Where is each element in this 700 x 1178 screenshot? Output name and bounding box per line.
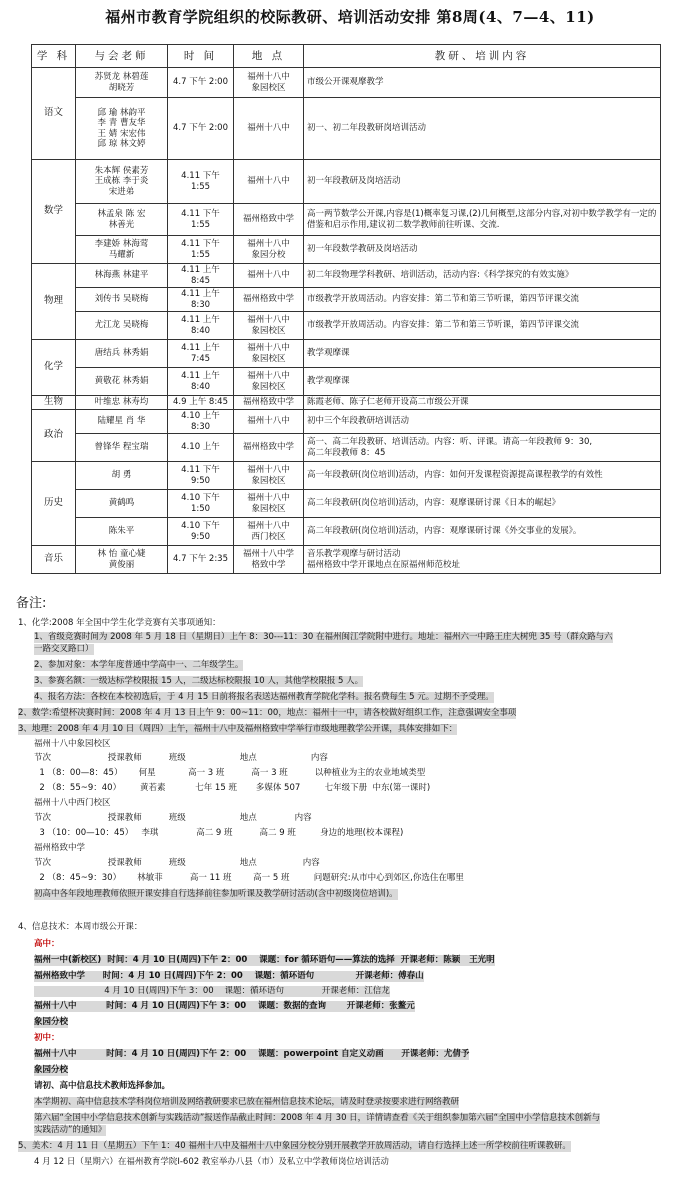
- note-line: 4 月 12 日（星期六）在福州教育学院Ⅰ-602 教室举办八县（市）及私立中学教师岗位培训活动: [34, 1157, 389, 1167]
- cell-content: 初二年段物理学科教研、培训活动，活动内容:《科学探究的有效实施》: [304, 264, 661, 288]
- header-teachers: 与会老师: [76, 45, 168, 68]
- note-line: 象园分校: [34, 1017, 69, 1027]
- cell-content: 音乐教学观摩与研讨活动 福州格致中学开课地点在原福州师范校址: [304, 546, 661, 574]
- cell-subject: 政治: [32, 410, 76, 462]
- table-row: [32, 204, 661, 236]
- note-line: 4、信息技术：本周市级公开课：: [18, 922, 143, 932]
- note-line: 福州十八中西门校区: [34, 798, 111, 808]
- cell-teachers: 李建娇 林海莺 马耀新: [76, 236, 168, 264]
- header-content: 教研、培训内容: [304, 45, 661, 68]
- table-row: [32, 68, 661, 98]
- note-line: 1、化学:2008 年全国中学生化学竞赛有关事项通知：: [18, 618, 221, 628]
- note-line: 初高中各年段地理教师依照开课安排自行选择前往参加听课及教学研讨活动(含中初级岗位培训)。: [34, 889, 398, 899]
- note-line: 2、参加对象：本学年度普通中学高中一、二年级学生。: [34, 660, 244, 670]
- note-line: 1、省级竞赛时间为 2008 年 5 月 18 日（星期日）上午 8：30---11：30 在福州闽江学院附中进行。地址：福州六一中路王庄大树兜 35 号（群众路与六: [34, 632, 613, 642]
- table-row: [32, 462, 661, 490]
- cell-subject: 物理: [32, 264, 76, 340]
- cell-content: 初一年段数学教研及岗培活动: [304, 236, 661, 264]
- cell-time: 4.11 上午 8:40: [168, 368, 234, 396]
- cell-teachers: 林孟泉 陈 宏 林善光: [76, 204, 168, 236]
- note-line: 3、参赛名额：一级达标学校限报 15 人，二级达标校限报 10 人，其他学校限报 5 人。: [34, 676, 364, 686]
- note-line: 福州格致中学 时间：4 月 10 日(周四)下午 2：00 课题：循环语句 开课老师：傅春山: [34, 971, 424, 981]
- schedule-table: [31, 44, 661, 574]
- cell-place: 福州十八中 象园校区: [234, 490, 304, 518]
- cell-teachers: 胡 勇: [76, 462, 168, 490]
- note-line: 3 （10：00—10：45） 李琪 高二 9 班 高二 9 班 身边的地理(校本课程): [34, 828, 404, 838]
- table-row: [32, 340, 661, 368]
- table-row: [32, 490, 661, 518]
- cell-content: 教学观摩课: [304, 368, 661, 396]
- cell-time: 4.10 下午 9:50: [168, 518, 234, 546]
- cell-time: 4.10 上午 8:30: [168, 410, 234, 434]
- cell-subject: 生物: [32, 396, 76, 410]
- table-row: [32, 288, 661, 312]
- note-line: 4 月 10 日(周四)下午 3：00 课题：循环语句 开课老师：江信龙: [34, 986, 390, 996]
- note-line: 初中：: [34, 1033, 60, 1043]
- cell-content: 高一年段教研(岗位培训)活动，内容：如何开发课程资源提高课程教学的有效性: [304, 462, 661, 490]
- cell-teachers: 曾锋华 程宝瑞: [76, 434, 168, 462]
- cell-subject: 音乐: [32, 546, 76, 574]
- table-header-row: [32, 45, 661, 68]
- cell-content: 教学观摩课: [304, 340, 661, 368]
- cell-place: 福州格致中学: [234, 396, 304, 410]
- cell-time: 4.10 上午: [168, 434, 234, 462]
- cell-teachers: 叶维忠 林寿均: [76, 396, 168, 410]
- note-line: 象园分校: [34, 1065, 69, 1075]
- cell-teachers: 苏贤龙 林碧莲 胡晓芳: [76, 68, 168, 98]
- note-line: 一路交叉路口）: [34, 644, 94, 654]
- cell-place: 福州十八中 象园校区: [234, 68, 304, 98]
- cell-place: 福州十八中: [234, 160, 304, 204]
- header-place: 地 点: [234, 45, 304, 68]
- note-line: 福州十八中 时间：4 月 10 日(周四)下午 3：00 课题：数据的查询 开课老师：张鳌元: [34, 1001, 415, 1011]
- note-line: 2 （8：55~9：40） 黄若素 七年 15 班 多媒体 507 七年级下册 中东(第一课时): [34, 783, 431, 793]
- table-row: [32, 236, 661, 264]
- cell-content: 初一年段教研及岗培活动: [304, 160, 661, 204]
- table-row: [32, 518, 661, 546]
- cell-place: 福州十八中 西门校区: [234, 518, 304, 546]
- cell-content: 陈霞老师、陈子仁老师开设高二市级公开课: [304, 396, 661, 410]
- cell-time: 4.11 下午 9:50: [168, 462, 234, 490]
- note-line: 2、数学:希望杯决赛时间：2008 年 4 月 13 日上午 9：00~11：00，地点：福州十一中，请各校做好组织工作，注意强调安全事项: [18, 708, 517, 718]
- note-line: 第六届“全国中小学信息技术创新与实践活动”报送作品截止时间：2008 年 4 月 30 日，详情请查看《关于组织参加第六届“全国中小学信息技术创新与: [34, 1113, 601, 1123]
- cell-teachers: 林海燕 林建平: [76, 264, 168, 288]
- note-line: 请初、高中信息技术教师选择参加。: [34, 1081, 171, 1091]
- cell-teachers: 陆耀星 肖 华: [76, 410, 168, 434]
- cell-place: 福州十八中 象园分校: [234, 236, 304, 264]
- table-row: [32, 312, 661, 340]
- notes-heading: 备注:: [16, 596, 47, 611]
- table-row: [32, 396, 661, 410]
- cell-place: 福州格致中学: [234, 288, 304, 312]
- note-line: 2 （8：45~9：30） 林敏菲 高一 11 班 高一 5 班 问题研究:从市中心到郊区,你选住在哪里: [34, 873, 464, 883]
- cell-time: 4.9 上午 8:45: [168, 396, 234, 410]
- cell-time: 4.11 下午 1:55: [168, 160, 234, 204]
- note-line: 福州十八中 时间：4 月 10 日(周四)下午 2：00 课题：powerpoint 自定义动画 开课老师：尤倩予: [34, 1049, 470, 1059]
- note-line: 高中：: [34, 939, 60, 949]
- cell-subject: 语文: [32, 68, 76, 160]
- cell-teachers: 尤江龙 吴晓梅: [76, 312, 168, 340]
- table-row: [32, 368, 661, 396]
- table-row: [32, 264, 661, 288]
- note-line: 福州一中(新校区) 时间：4 月 10 日(周四)下午 2：00 课题：for 循环语句——算法的选择 开课老师：陈颖 王光明: [34, 955, 495, 965]
- note-line: 福州十八中象园校区: [34, 739, 111, 749]
- page-title: 福州市教育学院组织的校际教研、培训活动安排 第8周(4、7—4、11): [105, 8, 595, 26]
- cell-place: 福州十八中 象园校区: [234, 340, 304, 368]
- cell-time: 4.11 上午 7:45: [168, 340, 234, 368]
- cell-place: 福州格致中学: [234, 434, 304, 462]
- cell-time: 4.11 下午 1:55: [168, 204, 234, 236]
- note-line: 本学期初、高中信息技术学科岗位培训及网络教研要求已放在福州信息技术论坛，请及时登录按要求进行网络教研: [34, 1097, 460, 1107]
- header-time: 时 间: [168, 45, 234, 68]
- cell-content: 市级公开课观摩教学: [304, 68, 661, 98]
- note-line: 4、报名方法：各校在本校初选后，于 4 月 15 日前将报名表送达福州教育学院化学科。报名费每生 5 元。过期不予受理。: [34, 692, 494, 702]
- schedule-body: [32, 68, 661, 574]
- cell-content: 高一两节数学公开课,内容是(1)概率复习课,(2)几何概型,这部分内容,对初中数学教学有一定的借鉴和启示作用,建议初二数学教师前往听课、交流.: [304, 204, 661, 236]
- cell-time: 4.11 上午 8:45: [168, 264, 234, 288]
- note-line: 5、美术：4 月 11 日（星期五）下午 1：40 福州十八中及福州十八中象园分校分别开展教学开放周活动，请自行选择上述一所学校前往听课教研。: [18, 1141, 571, 1151]
- cell-place: 福州十八中 象园校区: [234, 312, 304, 340]
- cell-teachers: 朱本辉 侯素芳 王成栋 李于炎 宋进弟: [76, 160, 168, 204]
- cell-place: 福州十八中 象园校区: [234, 368, 304, 396]
- cell-place: 福州格致中学: [234, 204, 304, 236]
- cell-teachers: 黄鹤鸣: [76, 490, 168, 518]
- note-line: 福州格致中学: [34, 843, 86, 853]
- cell-teachers: 唐结兵 林秀娟: [76, 340, 168, 368]
- cell-time: 4.11 下午 1:55: [168, 236, 234, 264]
- note-line: 实践活动”的通知》: [34, 1125, 107, 1135]
- cell-teachers: 林 怡 童心婕 黄俊丽: [76, 546, 168, 574]
- cell-teachers: 陈朱平: [76, 518, 168, 546]
- cell-place: 福州十八中学 格致中学: [234, 546, 304, 574]
- table-row: [32, 434, 661, 462]
- cell-time: 4.7 下午 2:00: [168, 98, 234, 160]
- table-row: [32, 546, 661, 574]
- cell-place: 福州十八中 象园校区: [234, 462, 304, 490]
- cell-place: 福州十八中: [234, 410, 304, 434]
- cell-subject: 数学: [32, 160, 76, 264]
- cell-time: 4.10 下午 1:50: [168, 490, 234, 518]
- cell-teachers: 刘传书 吴晓梅: [76, 288, 168, 312]
- note-line: 节次 授课教师 班级 地点 内容: [34, 813, 312, 823]
- cell-content: 市级教学开放周活动。内容安排：第二节和第三节听课，第四节评课交流: [304, 288, 661, 312]
- cell-subject: 化学: [32, 340, 76, 396]
- table-row: [32, 410, 661, 434]
- cell-teachers: 邱 瑜 林韵平 李 青 曹友华 王 婧 宋宏伟 邱 琼 林文婷: [76, 98, 168, 160]
- cell-content: 高二年段教研(岗位培训)活动，内容：观摩课研讨课《外交事业的发展》。: [304, 518, 661, 546]
- note-line: 1 （8：00—8：45） 何星 高一 3 班 高一 3 班 以种植业为主的农业地域类型: [34, 768, 426, 778]
- cell-time: 4.11 上午 8:30: [168, 288, 234, 312]
- cell-time: 4.7 下午 2:00: [168, 68, 234, 98]
- header-subject: 学 科: [32, 45, 76, 68]
- cell-time: 4.11 上午 8:40: [168, 312, 234, 340]
- note-line: 节次 授课教师 班级 地点 内容: [34, 753, 328, 763]
- cell-content: 初中三个年段教研培训活动: [304, 410, 661, 434]
- cell-place: 福州十八中: [234, 98, 304, 160]
- table-row: [32, 98, 661, 160]
- cell-time: 4.7 下午 2:35: [168, 546, 234, 574]
- cell-place: 福州十八中: [234, 264, 304, 288]
- cell-content: 初一、初二年段教研岗培训活动: [304, 98, 661, 160]
- note-line: 节次 授课教师 班级 地点 内容: [34, 858, 320, 868]
- cell-content: 高二年段教研(岗位培训)活动，内容：观摩课研讨课《日本的崛起》: [304, 490, 661, 518]
- cell-content: 市级教学开放周活动。内容安排：第二节和第三节听课，第四节评课交流: [304, 312, 661, 340]
- cell-teachers: 黄敬花 林秀娟: [76, 368, 168, 396]
- cell-subject: 历史: [32, 462, 76, 546]
- cell-content: 高一、高二年段教研、培训活动。内容：听、评课。请高一年段教师 9：30, 高二年段教师 8：45: [304, 434, 661, 462]
- note-line: 3、地理：2008 年 4 月 10 日（周四）上午，福州十八中及福州格致中学举行市级地理教学公开课，具体安排如下：: [18, 724, 458, 734]
- table-row: [32, 160, 661, 204]
